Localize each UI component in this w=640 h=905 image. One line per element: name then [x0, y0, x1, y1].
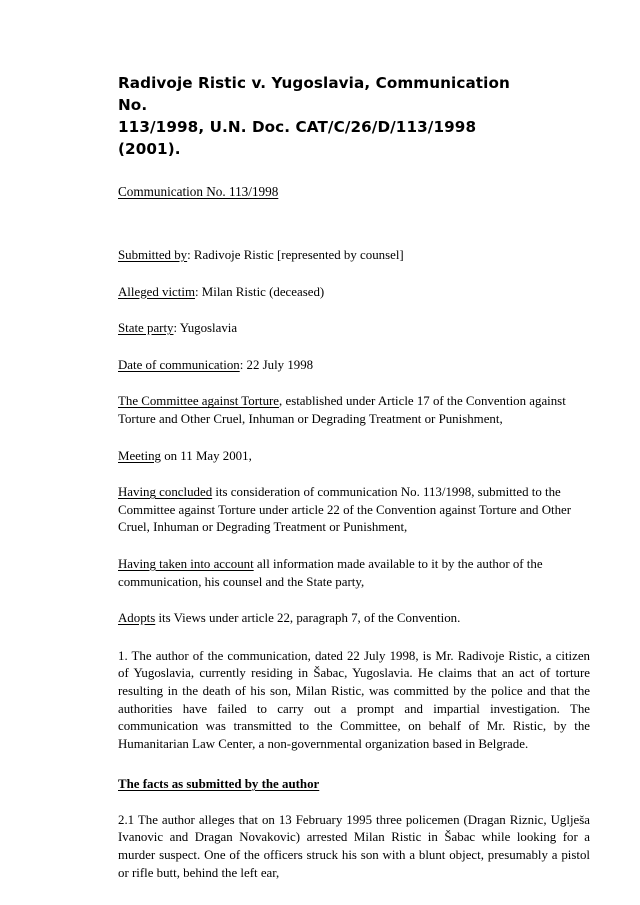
page-title-line-1: Radivoje Ristic v. Yugoslavia, Communication No. [118, 74, 510, 114]
metadata-row-date-of-communication [118, 357, 590, 375]
page-title [118, 72, 538, 160]
preamble-clause-adopts [118, 610, 590, 628]
document-body [118, 72, 590, 882]
metadata-label: State party [118, 321, 174, 336]
section-heading-facts: The facts as submitted by the author [118, 777, 320, 792]
preamble-lede: The Committee against Torture [118, 394, 280, 409]
metadata-row-submitted-by [118, 247, 590, 265]
preamble-text: its consideration of communication No. 113/1998, submitted to the Committee against Torture under article 22 of the Convention against Torture and Other Cruel, Inhuman or Degrading Treatment or Punishment, [118, 485, 572, 535]
communication-number-subtitle: Communication No. 113/1998 [118, 184, 279, 199]
preamble-lede: Having concluded [118, 485, 213, 500]
preamble-text: , established under Article 17 of the Convention against Torture and Other Cruel, Inhuman or Degrading Treatment or Punishment, [118, 394, 566, 426]
metadata-row-state-party [118, 320, 590, 338]
preamble-clause-committee [118, 393, 590, 428]
metadata-row-alleged-victim [118, 284, 590, 302]
preamble-clause-having-taken-into-account [118, 556, 590, 591]
preamble-text: its Views under article 22, paragraph 7, of the Convention. [155, 611, 461, 626]
preamble-clause-having-concluded [118, 484, 590, 537]
preamble-lede: Having taken into account [118, 556, 254, 571]
metadata-value: : 22 July 1998 [239, 357, 314, 372]
metadata-value: : Milan Ristic (deceased) [194, 284, 325, 299]
metadata-label: Submitted by [118, 248, 188, 262]
metadata-label: Alleged victim [118, 284, 195, 299]
metadata-value: : Yugoslavia [173, 321, 238, 336]
preamble-text: all information made available to it by the author of the communication, his counsel and the State party, [118, 556, 543, 589]
preamble-lede: Meeting [118, 448, 161, 463]
preamble-lede: Adopts [118, 611, 156, 626]
communication-number-subtitle-row [118, 160, 590, 201]
page-title-line-2: 113/1998, U.N. Doc. CAT/C/26/D/113/1998 (2001). [118, 118, 477, 158]
metadata-label: Date of communication [118, 357, 240, 372]
paragraph-1: 1. The author of the communication, dated 22 July 1998, is Mr. Radivoje Ristic, a citizen of Yugoslavia, currently residing in Šabac, Yugoslavia. He claims that an act of torture resulting in the death of his son, Milan Ristic, was committed by the police and that the authorities have failed to carry out a prompt and impartial investigation. The communication was transmitted to the Committee, on behalf of Mr. Ristic, by the Humanitarian Law Center, a non-governmental organization based in Belgrade. [118, 648, 590, 751]
paragraph-2-1: 2.1 The author alleges that on 13 February 1995 three policemen (Dragan Riznic, Uglješa Ivanovic and Dragan Novakovic) arrested Milan Ristic in Šabac while looking for a murder suspect. One of the officers struck his son with a blunt object, presumably a pistol or rifle butt, behind the left ear, [118, 812, 590, 880]
preamble-text: on 11 May 2001, [160, 448, 252, 463]
metadata-value: : Radivoje Ristic [represented by counsel] [187, 248, 404, 262]
preamble-clause-meeting [118, 448, 590, 466]
section-heading-row [118, 753, 590, 794]
